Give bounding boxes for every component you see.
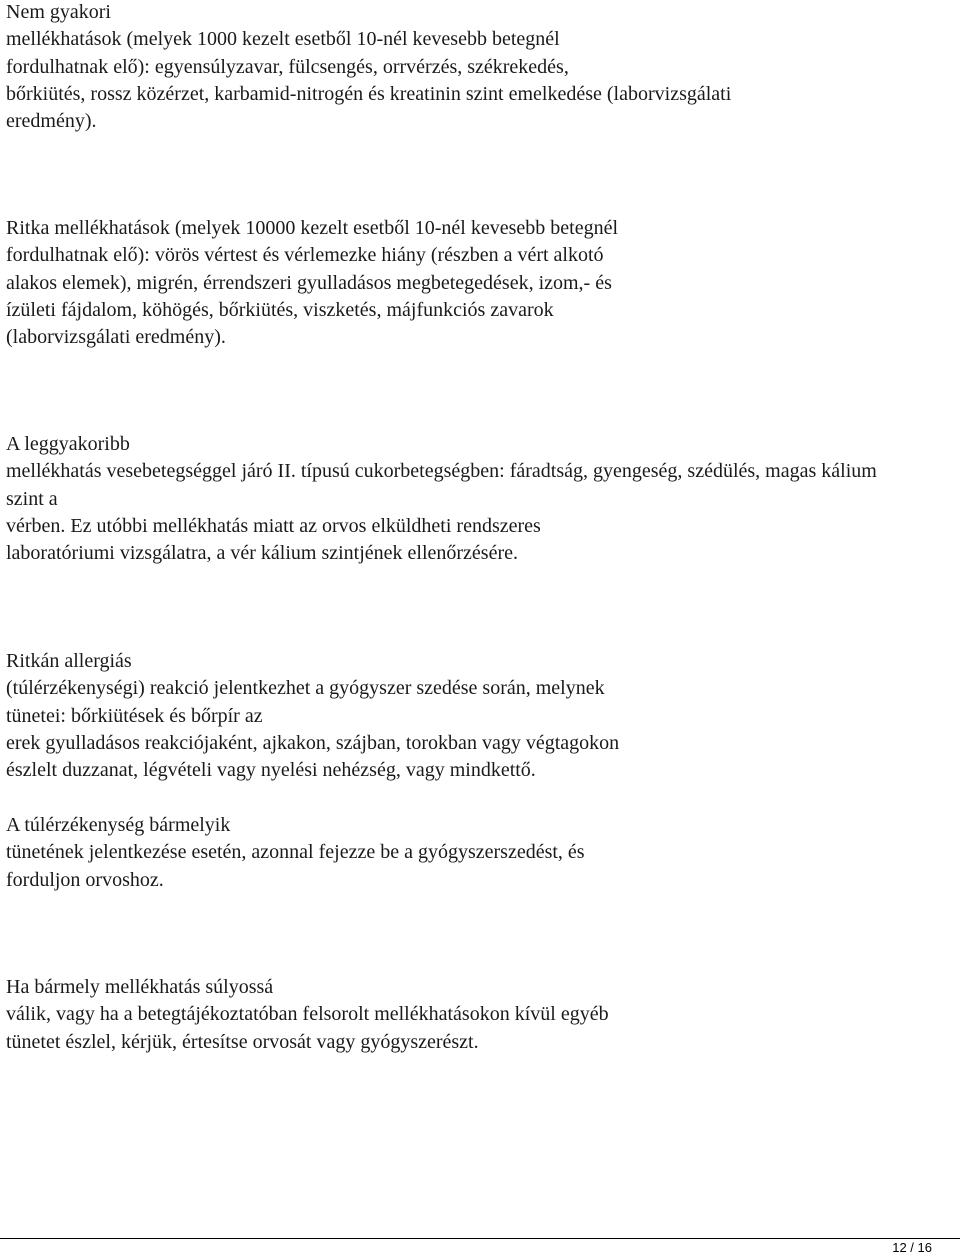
text-line: tünetei: bőrkiütések és bőrpír az	[6, 704, 263, 727]
text-line: Ha bármely mellékhatás súlyossá	[6, 976, 274, 998]
text-line: erek gyulladásos reakciójaként, ajkakon, szájban, torokban vagy végtagokon	[6, 731, 620, 754]
text-line: bőrkiütés, rossz közérzet, karbamid-nitrogén és kreatinin szint emelkedése (laborvizsgálati	[6, 82, 732, 105]
text-line: mellékhatások (melyek 1000 kezelt esetből 10-nél kevesebb betegnél	[6, 28, 560, 51]
text-line: A leggyakoribb	[6, 433, 130, 455]
text-line: válik, vagy ha a betegtájékoztatóban felsorolt mellékhatásokon kívül egyéb	[6, 1003, 609, 1026]
paragraph-uncommon-side-effects	[6, 0, 731, 135]
text-line: észlelt duzzanat, légvételi vagy nyelési nehézség, vagy mindkettő.	[6, 759, 536, 782]
text-line: alakos elemek), migrén, érrendszeri gyulladásos megbetegedések, izom,- és	[6, 271, 612, 294]
page-number: 12 / 16	[892, 1240, 932, 1255]
text-line: fordulhatnak elő): vörös vértest és vérlemezke hiány (részben a vért alkotó	[6, 244, 604, 267]
paragraph-allergic-reaction	[6, 648, 619, 784]
text-line: vérben. Ez utóbbi mellékhatás miatt az orvos elküldheti rendszeres	[6, 514, 541, 537]
text-line: Nem gyakori	[6, 1, 111, 23]
text-line: szint a	[6, 487, 58, 510]
text-line: Ritkán allergiás	[6, 650, 132, 672]
text-line: eredmény).	[6, 110, 97, 133]
text-line: mellékhatás vesebetegséggel járó II. típusú cukorbetegségben: fáradtság, gyengeség, szédülés, magas kálium	[6, 460, 877, 483]
text-line: tünetet észlel, kérjük, értesítse orvosát vagy gyógyszerészt.	[6, 1030, 479, 1053]
text-line: tünetének jelentkezése esetén, azonnal fejezze be a gyógyszerszedést, és	[6, 841, 585, 864]
text-line: Ritka mellékhatások (melyek 10000 kezelt esetből 10-nél kevesebb betegnél	[6, 217, 619, 239]
footer-divider	[0, 1238, 960, 1239]
text-line: ízületi fájdalom, köhögés, bőrkiütés, viszketés, májfunkciós zavarok	[6, 298, 554, 321]
text-line: (laborvizsgálati eredmény).	[6, 326, 226, 349]
text-line: laboratóriumi vizsgálatra, a vér kálium szintjének ellenőrzésére.	[6, 542, 519, 565]
paragraph-hypersensitivity-action	[6, 812, 585, 894]
text-line: (túlérzékenységi) reakció jelentkezhet a gyógyszer szedése során, melynek	[6, 677, 605, 700]
paragraph-rare-side-effects	[6, 215, 618, 351]
paragraph-most-common-side-effect	[6, 431, 877, 567]
text-line: A túlérzékenység bármelyik	[6, 814, 231, 836]
text-line: fordulhatnak elő): egyensúlyzavar, fülcsengés, orrvérzés, székrekedés,	[6, 55, 569, 78]
paragraph-report-side-effects	[6, 974, 609, 1056]
text-line: forduljon orvoshoz.	[6, 868, 164, 891]
